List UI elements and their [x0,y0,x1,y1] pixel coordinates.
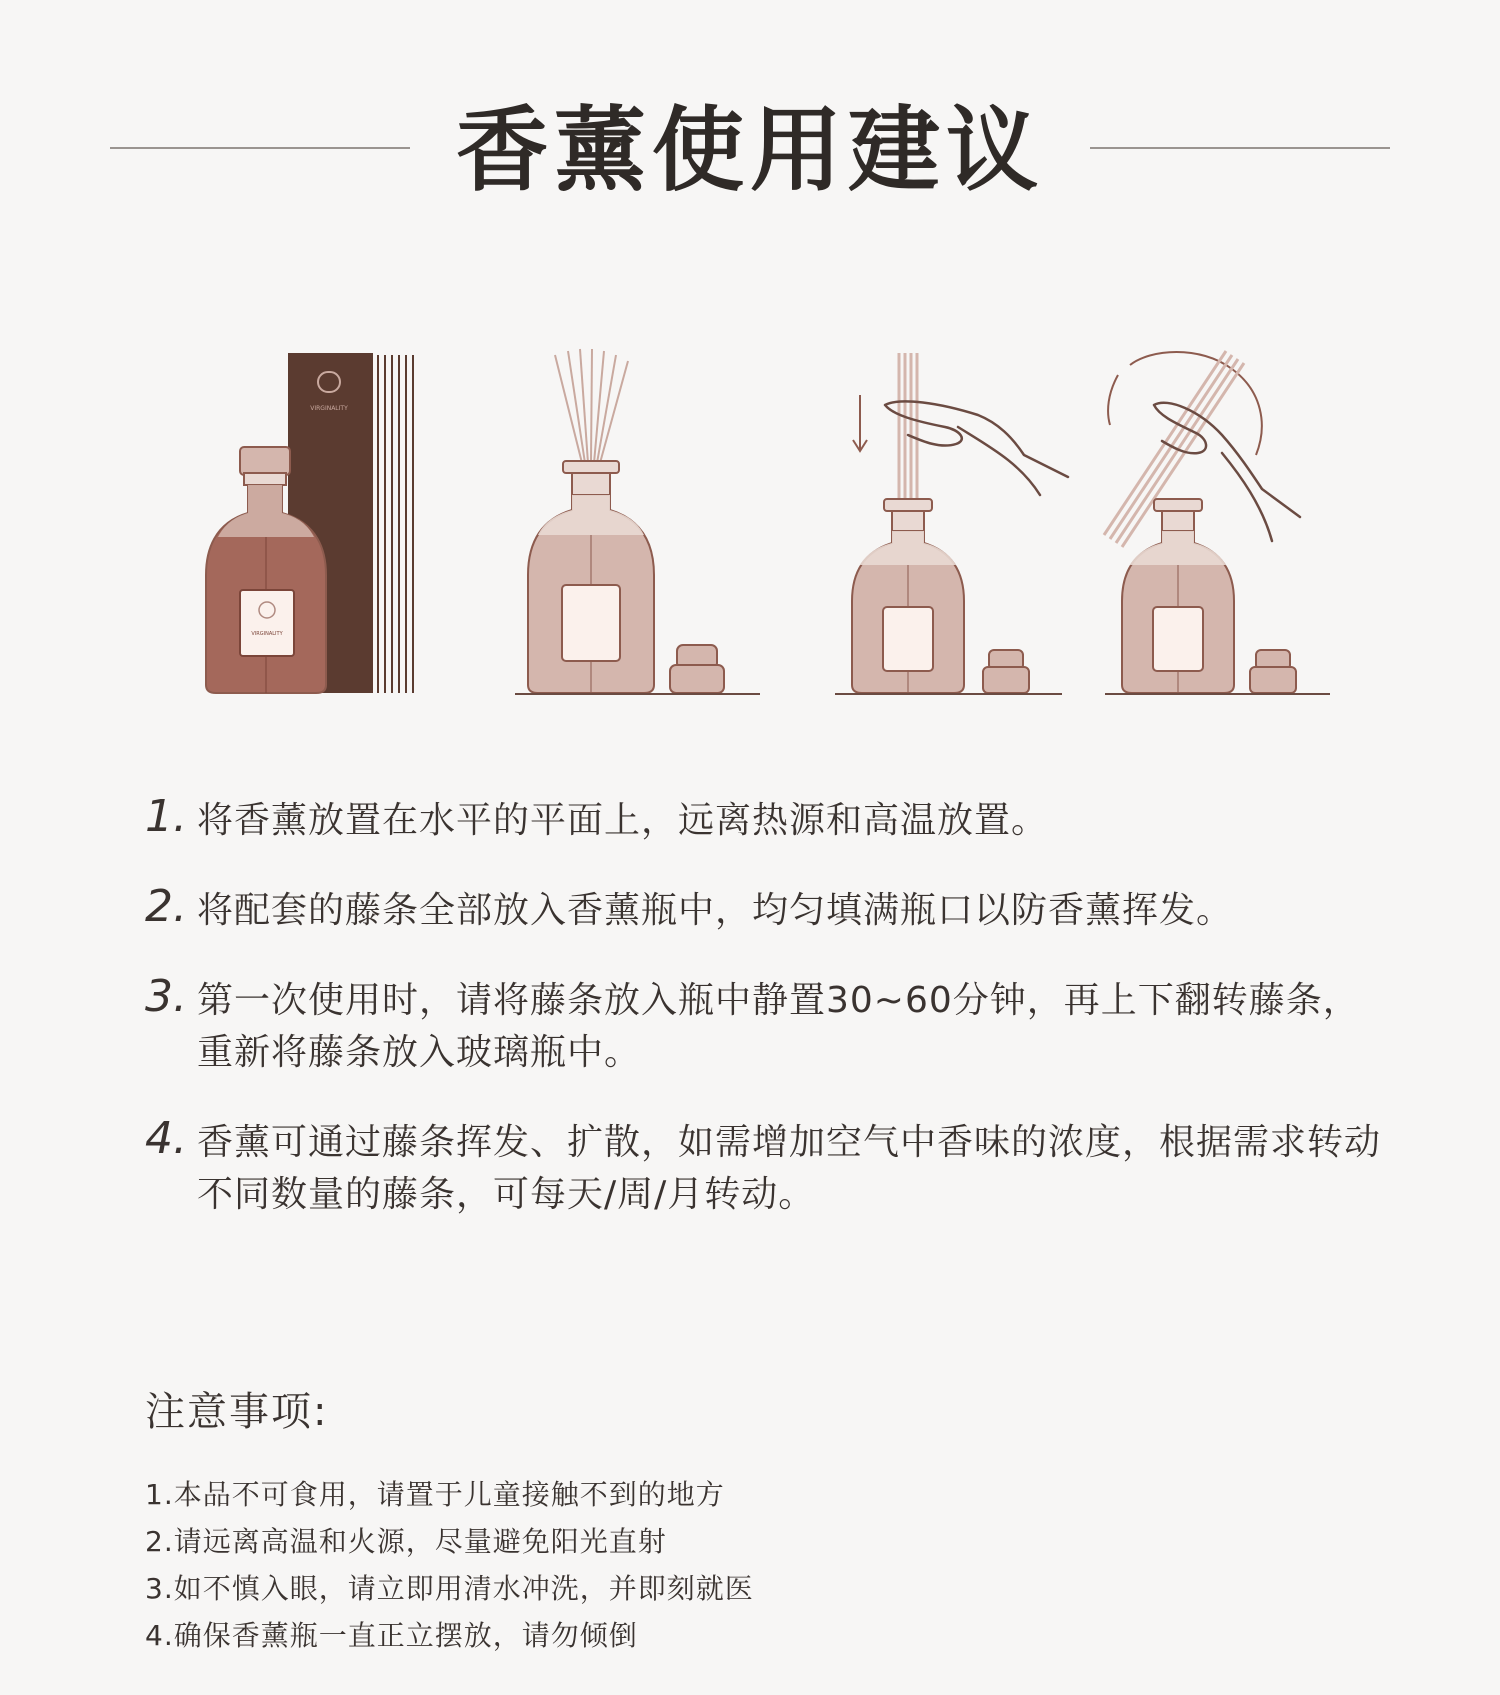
bottle-label-4 [1153,607,1203,671]
step-item [145,1113,1385,1221]
precautions-title: 注意事项: [145,1389,329,1435]
illustration-3-press-down [835,353,1068,694]
step-item [145,971,1385,1079]
box-brand-text: VIRGINALITY [310,405,348,412]
bottle-label [240,590,294,656]
header [0,80,1500,220]
header-rule-right [1090,147,1390,149]
step-number: 3. [145,971,187,1022]
stopper-large-2 [670,665,724,693]
step-text: 第一次使用时，请将藤条放入瓶中静置30~60分钟，再上下翻转藤条，重新将藤条放入玻璃瓶中。 [197,980,1360,1073]
page-title: 香薰使用建议 [455,96,1044,204]
step-number: 4. [145,1113,187,1164]
step-item [145,791,1385,847]
step-number: 2. [145,881,187,932]
bottle-brand-text: VIRGINALITY [251,631,283,637]
usage-steps [145,791,1385,1259]
step-text: 将配套的藤条全部放入香薰瓶中，均匀填满瓶口以防香薰挥发。 [197,890,1234,931]
bottle-cap [240,447,290,475]
precaution-item: 4.确保香薰瓶一直正立摆放，请勿倾倒 [145,1619,638,1652]
precautions [145,1380,1345,1659]
step-item [145,881,1385,937]
fanned-reeds [555,349,628,463]
precaution-item: 3.如不慎入眼，请立即用清水冲洗，并即刻就医 [145,1572,754,1605]
usage-illustrations [0,345,1500,705]
step-text: 将香薰放置在水平的平面上，远离热源和高温放置。 [197,800,1049,841]
stopper-large-3 [983,667,1029,693]
illustration-1-packaging [206,353,413,693]
straight-reeds [899,353,917,505]
reeds-bundle [378,355,413,693]
illustration-2-insert-reeds [515,349,760,694]
illustrations-svg [0,345,1500,705]
stopper-large-4 [1250,667,1296,693]
illustration-4-flip-reeds [1104,351,1330,694]
step-number: 1. [145,791,187,842]
step-text: 香薰可通过藤条挥发、扩散，如需增加空气中香味的浓度，根据需求转动不同数量的藤条，可每天/周/月转动。 [197,1122,1382,1215]
bottle-label-2 [562,585,620,661]
precaution-item: 1.本品不可食用，请置于儿童接触不到的地方 [145,1478,725,1511]
bottle-label-3 [883,607,933,671]
precaution-item: 2.请远离高温和火源，尽量避免阳光直射 [145,1525,667,1558]
down-arrow-icon [853,395,867,451]
header-rule-left [110,147,410,149]
